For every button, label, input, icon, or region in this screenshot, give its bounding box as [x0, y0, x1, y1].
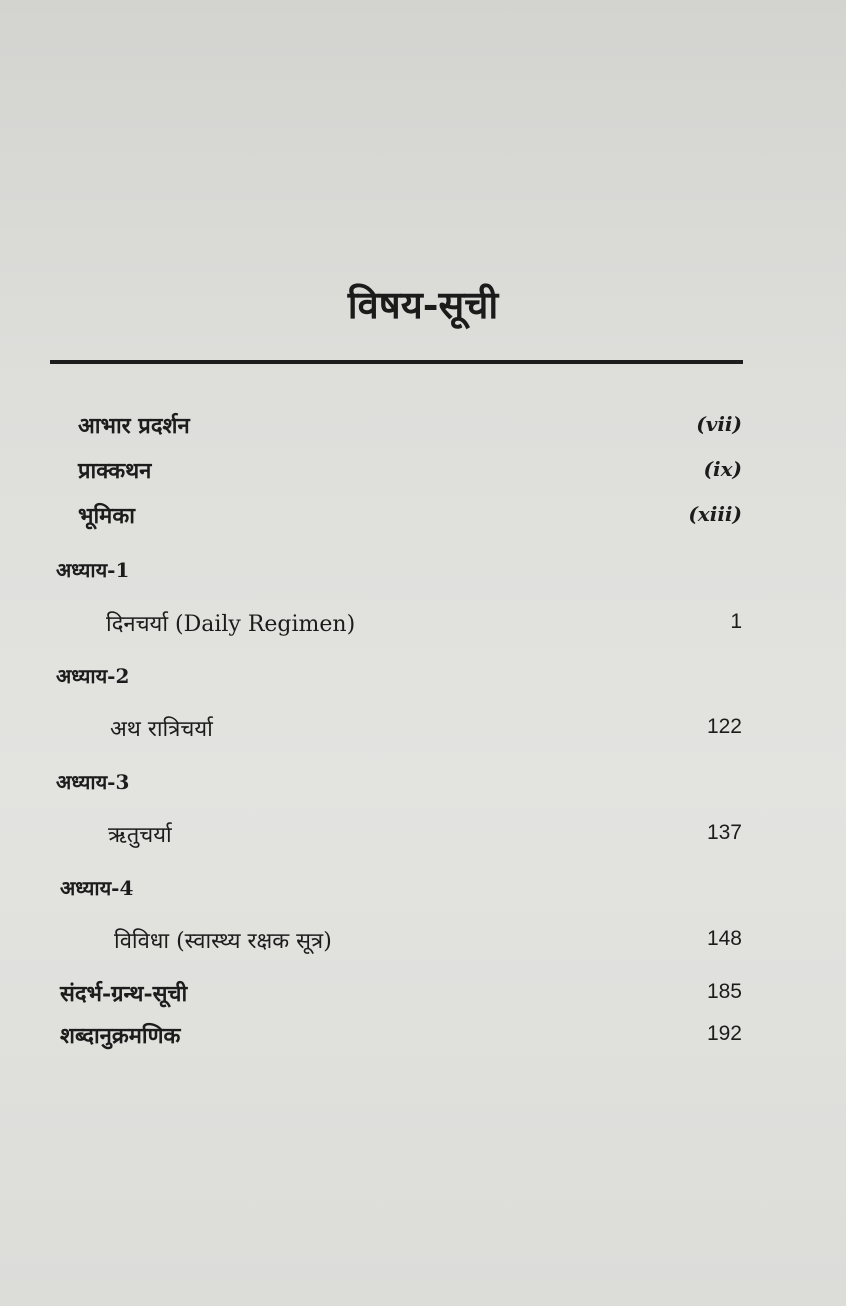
toc-entry-preface	[0, 455, 846, 495]
toc-entry-bibliography	[0, 978, 846, 1018]
chapter-heading-label: अध्याय-1	[56, 558, 130, 582]
toc-entry-chapter-3	[0, 819, 846, 859]
toc-entry-acknowledgement	[0, 410, 846, 450]
toc-entry-page: 1	[730, 610, 742, 633]
chapter-heading-label: अध्याय-3	[56, 770, 130, 794]
toc-entry-chapter-1	[0, 608, 846, 648]
toc-entry-label: दिनचर्या (Daily Regimen)	[106, 612, 356, 637]
chapter-heading-label: अध्याय-2	[56, 664, 130, 688]
toc-entry-label: संदर्भ-ग्रन्थ-सूची	[60, 981, 188, 1007]
toc-entry-chapter-2	[0, 713, 846, 753]
toc-entry-page: 185	[706, 980, 742, 1003]
toc-entry-label: आभार प्रदर्शन	[78, 413, 190, 439]
toc-entry-introduction	[0, 500, 846, 540]
toc-entry-label: भूमिका	[78, 503, 135, 529]
toc-entry-page: 148	[706, 927, 742, 950]
title-divider	[50, 360, 743, 364]
toc-chapter-heading	[0, 874, 846, 914]
toc-entry-chapter-4	[0, 925, 846, 965]
toc-entry-index	[0, 1020, 846, 1060]
chapter-heading-label: अध्याय-4	[60, 876, 134, 900]
toc-entry-label: ऋतुचर्या	[108, 823, 172, 848]
toc-entry-page: 122	[706, 715, 742, 738]
toc-entry-page: (vii)	[696, 412, 742, 436]
toc-entry-label: शब्दानुक्रमणिक	[60, 1023, 181, 1049]
toc-entry-page: (xiii)	[688, 502, 742, 526]
toc-entry-page: 137	[706, 821, 742, 844]
page-title: विषय-सूची	[347, 282, 499, 327]
toc-chapter-heading	[0, 768, 846, 808]
toc-entry-label: प्राक्कथन	[78, 458, 152, 484]
toc-chapter-heading	[0, 556, 846, 596]
toc-chapter-heading	[0, 662, 846, 702]
toc-entry-label: विविधा (स्वास्थ्य रक्षक सूत्र)	[114, 929, 332, 954]
toc-entry-page: 192	[706, 1022, 742, 1045]
toc-entry-page: (ix)	[703, 457, 742, 481]
toc-entry-label: अथ रात्रिचर्या	[110, 717, 213, 742]
